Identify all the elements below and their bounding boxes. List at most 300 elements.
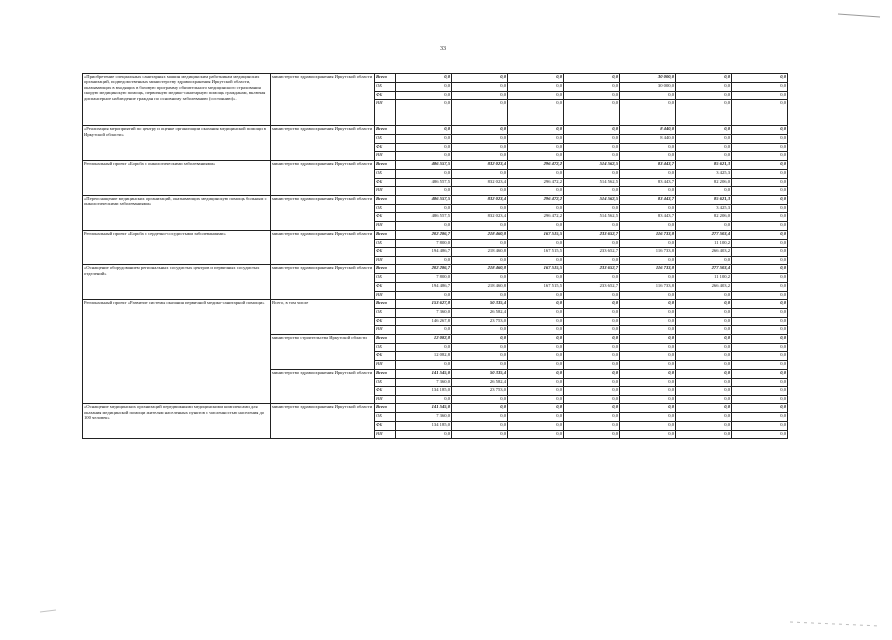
amount-cell: 0,0: [564, 430, 620, 439]
amount-cell: 0,0: [508, 430, 564, 439]
amount-cell: 296 472,2: [508, 160, 564, 169]
amount-cell: 0,0: [732, 195, 788, 204]
table-row-total: [83, 230, 788, 239]
amount-cell: 0,0: [508, 369, 564, 378]
funding-source-label: ФБ: [375, 282, 396, 291]
amount-cell: 0,0: [676, 135, 732, 144]
amount-cell: 0,0: [676, 334, 732, 343]
measure-name: «Приобретение специальных санитарных машин медицинским работникам медицинских организаций, подведомственных министерству здравоохранения Иркутской области, оказывающих в входящих в базовую программу обязательного медицинского страхования скорую медицинскую помощь, первичную медико-санитарную помощь гражданам, включая диспансерное наблюдение граждан по основному заболеванию (состоянию)».: [83, 74, 271, 126]
executor: министерство здравоохранения Иркутской области: [271, 160, 375, 195]
funding-source-label: ОБ: [375, 83, 396, 92]
amount-cell: 0,0: [452, 239, 508, 248]
funding-source-label: НИ: [375, 326, 396, 335]
amount-cell: 277 503,4: [676, 230, 732, 239]
funding-source-label: ОБ: [375, 378, 396, 387]
funding-source-label: ФБ: [375, 317, 396, 326]
amount-cell: 0,0: [732, 74, 788, 83]
amount-cell: 0,0: [508, 334, 564, 343]
amount-cell: 0,0: [564, 221, 620, 230]
executor: Всего, в том числе: [271, 300, 375, 335]
amount-cell: 8 440,0: [620, 126, 676, 135]
amount-cell: 0,0: [452, 143, 508, 152]
amount-cell: 0,0: [452, 187, 508, 196]
amount-cell: 0,0: [452, 256, 508, 265]
amount-cell: 0,0: [676, 352, 732, 361]
amount-cell: 0,0: [508, 326, 564, 335]
amount-cell: 0,0: [620, 291, 676, 300]
amount-cell: 0,0: [732, 361, 788, 370]
amount-cell: 12 082,8: [396, 334, 452, 343]
amount-cell: 7 360,0: [396, 413, 452, 422]
amount-cell: 23 753,0: [452, 387, 508, 396]
amount-cell: 82 206,0: [676, 178, 732, 187]
executor: министерство здравоохранения Иркутской области: [271, 230, 375, 265]
measure-name: «Оснащение оборудованием региональных сосудистых центров и первичных сосудистых отделений»: [83, 265, 271, 300]
amount-cell: 0,0: [732, 213, 788, 222]
amount-cell: 0,0: [732, 334, 788, 343]
amount-cell: 7 360,0: [396, 309, 452, 318]
amount-cell: 832 023,4: [452, 213, 508, 222]
measure-name: Региональный проект «Борьба с онкологическими заболеваниями»: [83, 160, 271, 195]
amount-cell: 0,0: [564, 152, 620, 161]
amount-cell: 0,0: [732, 265, 788, 274]
amount-cell: 296 472,2: [508, 213, 564, 222]
page-number: 33: [440, 46, 446, 52]
amount-cell: 0,0: [508, 169, 564, 178]
amount-cell: 0,0: [620, 187, 676, 196]
amount-cell: 0,0: [396, 135, 452, 144]
amount-cell: 0,0: [676, 83, 732, 92]
amount-cell: 0,0: [676, 152, 732, 161]
amount-cell: 0,0: [620, 395, 676, 404]
amount-cell: 202 286,7: [396, 230, 452, 239]
amount-cell: 0,0: [564, 204, 620, 213]
amount-cell: 0,0: [676, 395, 732, 404]
funding-source-label: НИ: [375, 291, 396, 300]
amount-cell: 0,0: [676, 369, 732, 378]
amount-cell: 0,0: [564, 361, 620, 370]
table-row-total: [83, 404, 788, 413]
amount-cell: 0,0: [732, 404, 788, 413]
amount-cell: 0,0: [564, 300, 620, 309]
amount-cell: 0,0: [620, 221, 676, 230]
amount-cell: 0,0: [396, 152, 452, 161]
amount-cell: 0,0: [732, 178, 788, 187]
funding-source-label: ОБ: [375, 204, 396, 213]
amount-cell: 0,0: [676, 187, 732, 196]
funding-source-label: Всего: [375, 404, 396, 413]
amount-cell: 0,0: [676, 343, 732, 352]
amount-cell: 0,0: [620, 169, 676, 178]
amount-cell: 167 515,5: [508, 282, 564, 291]
amount-cell: 134 185,0: [396, 422, 452, 431]
amount-cell: 0,0: [564, 317, 620, 326]
amount-cell: 0,0: [732, 126, 788, 135]
executor: министерство здравоохранения Иркутской области: [271, 369, 375, 404]
funding-source-label: ОБ: [375, 169, 396, 178]
amount-cell: 218 460,8: [452, 282, 508, 291]
amount-cell: 0,0: [396, 343, 452, 352]
amount-cell: 83 443,7: [620, 160, 676, 169]
funding-source-label: Всего: [375, 160, 396, 169]
executor: министерство здравоохранения Иркутской области: [271, 126, 375, 161]
amount-cell: 0,0: [564, 413, 620, 422]
funding-source-label: ФБ: [375, 352, 396, 361]
amount-cell: 167 515,5: [508, 265, 564, 274]
amount-cell: 0,0: [620, 334, 676, 343]
amount-cell: 0,0: [508, 221, 564, 230]
amount-cell: 194 486,7: [396, 248, 452, 257]
amount-cell: 0,0: [732, 422, 788, 431]
amount-cell: 83 443,7: [620, 213, 676, 222]
amount-cell: 50 335,4: [452, 300, 508, 309]
funding-source-label: ОБ: [375, 309, 396, 318]
amount-cell: 116 733,8: [620, 282, 676, 291]
amount-cell: 0,0: [452, 343, 508, 352]
amount-cell: 0,0: [732, 352, 788, 361]
amount-cell: 23 753,0: [452, 317, 508, 326]
funding-source-label: Всего: [375, 300, 396, 309]
amount-cell: 0,0: [452, 204, 508, 213]
amount-cell: 0,0: [508, 135, 564, 144]
amount-cell: 0,0: [508, 152, 564, 161]
amount-cell: 296 472,2: [508, 178, 564, 187]
amount-cell: 0,0: [732, 100, 788, 126]
measure-name: «Переоснащение медицинских организаций, оказывающих медицинскую помощь больным с онкологическими заболеваниями»: [83, 195, 271, 230]
amount-cell: 0,0: [508, 387, 564, 396]
funding-source-label: ОБ: [375, 413, 396, 422]
amount-cell: 0,0: [732, 309, 788, 318]
amount-cell: 153 627,8: [396, 300, 452, 309]
amount-cell: 0,0: [564, 83, 620, 92]
amount-cell: 0,0: [396, 204, 452, 213]
amount-cell: 486 557,5: [396, 178, 452, 187]
funding-source-label: НИ: [375, 256, 396, 265]
amount-cell: 832 023,4: [452, 195, 508, 204]
funding-source-label: Всего: [375, 265, 396, 274]
funding-source-label: ФБ: [375, 213, 396, 222]
amount-cell: 0,0: [676, 413, 732, 422]
amount-cell: 0,0: [732, 230, 788, 239]
amount-cell: 0,0: [620, 309, 676, 318]
amount-cell: 0,0: [676, 404, 732, 413]
table-row-total: [83, 300, 788, 309]
amount-cell: 0,0: [452, 221, 508, 230]
funding-source-label: ОБ: [375, 135, 396, 144]
amount-cell: 0,0: [396, 326, 452, 335]
amount-cell: 0,0: [396, 169, 452, 178]
amount-cell: 0,0: [676, 143, 732, 152]
amount-cell: 0,0: [564, 239, 620, 248]
amount-cell: 0,0: [676, 387, 732, 396]
amount-cell: 0,0: [732, 413, 788, 422]
amount-cell: 0,0: [452, 395, 508, 404]
amount-cell: 0,0: [732, 204, 788, 213]
amount-cell: 0,0: [396, 100, 452, 126]
measure-name: [83, 334, 271, 369]
amount-cell: 167 515,5: [508, 248, 564, 257]
amount-cell: 266 403,2: [676, 282, 732, 291]
amount-cell: 0,0: [564, 343, 620, 352]
amount-cell: 0,0: [396, 187, 452, 196]
amount-cell: 0,0: [732, 248, 788, 257]
amount-cell: 0,0: [732, 369, 788, 378]
amount-cell: 0,0: [732, 343, 788, 352]
amount-cell: 0,0: [508, 100, 564, 126]
amount-cell: 486 557,5: [396, 160, 452, 169]
funding-source-label: НИ: [375, 152, 396, 161]
amount-cell: 0,0: [676, 422, 732, 431]
executor: министерство здравоохранения Иркутской области: [271, 195, 375, 230]
amount-cell: 0,0: [620, 143, 676, 152]
amount-cell: 0,0: [620, 378, 676, 387]
table-row-total: [83, 74, 788, 83]
amount-cell: 296 472,2: [508, 195, 564, 204]
amount-cell: 0,0: [732, 239, 788, 248]
amount-cell: 0,0: [508, 291, 564, 300]
funding-source-label: Всего: [375, 195, 396, 204]
amount-cell: 83 443,7: [620, 195, 676, 204]
amount-cell: 26 582,4: [452, 309, 508, 318]
amount-cell: 141 545,0: [396, 404, 452, 413]
amount-cell: 0,0: [676, 378, 732, 387]
funding-source-label: НИ: [375, 395, 396, 404]
amount-cell: 0,0: [508, 317, 564, 326]
amount-cell: 0,0: [564, 91, 620, 100]
amount-cell: 0,0: [452, 334, 508, 343]
amount-cell: 486 557,5: [396, 213, 452, 222]
amount-cell: 233 652,7: [564, 282, 620, 291]
amount-cell: 0,0: [452, 361, 508, 370]
amount-cell: 141 545,0: [396, 369, 452, 378]
amount-cell: 8 440,0: [620, 135, 676, 144]
amount-cell: 0,0: [508, 204, 564, 213]
measure-name: Региональный проект «Развитие системы оказания первичной медико-санитарной помощи»: [83, 300, 271, 335]
amount-cell: 0,0: [452, 100, 508, 126]
amount-cell: 832 023,4: [452, 160, 508, 169]
amount-cell: 0,0: [732, 378, 788, 387]
amount-cell: 233 652,7: [564, 248, 620, 257]
amount-cell: 0,0: [508, 343, 564, 352]
amount-cell: 26 582,4: [452, 378, 508, 387]
amount-cell: 0,0: [732, 387, 788, 396]
amount-cell: 514 562,5: [564, 213, 620, 222]
amount-cell: 0,0: [620, 317, 676, 326]
amount-cell: 0,0: [452, 274, 508, 283]
amount-cell: 0,0: [396, 143, 452, 152]
amount-cell: 0,0: [564, 378, 620, 387]
amount-cell: 0,0: [732, 169, 788, 178]
amount-cell: 0,0: [732, 152, 788, 161]
amount-cell: 11 100,2: [676, 239, 732, 248]
amount-cell: 0,0: [620, 369, 676, 378]
amount-cell: 0,0: [620, 300, 676, 309]
amount-cell: 0,0: [732, 256, 788, 265]
amount-cell: 0,0: [620, 274, 676, 283]
funding-source-label: НИ: [375, 430, 396, 439]
measure-name: «Оснащение медицинских организаций передвижными медицинскими комплексами для оказания медицинской помощи жителям населенных пунктов с численностью населения до 100 человек»: [83, 404, 271, 439]
amount-cell: 0,0: [676, 361, 732, 370]
amount-cell: 514 562,5: [564, 195, 620, 204]
amount-cell: 12 082,8: [396, 352, 452, 361]
amount-cell: 0,0: [732, 160, 788, 169]
amount-cell: 0,0: [396, 361, 452, 370]
amount-cell: 116 733,8: [620, 265, 676, 274]
amount-cell: 0,0: [452, 126, 508, 135]
amount-cell: 0,0: [620, 404, 676, 413]
amount-cell: 3 425,3: [676, 204, 732, 213]
amount-cell: 0,0: [676, 74, 732, 83]
amount-cell: 0,0: [676, 300, 732, 309]
funding-source-label: ОБ: [375, 274, 396, 283]
amount-cell: 0,0: [396, 291, 452, 300]
amount-cell: 0,0: [564, 404, 620, 413]
amount-cell: 7 800,0: [396, 239, 452, 248]
amount-cell: 0,0: [732, 135, 788, 144]
amount-cell: 0,0: [620, 204, 676, 213]
amount-cell: 233 652,7: [564, 230, 620, 239]
amount-cell: 0,0: [564, 100, 620, 126]
amount-cell: 0,0: [508, 413, 564, 422]
amount-cell: 277 503,4: [676, 265, 732, 274]
amount-cell: 0,0: [732, 317, 788, 326]
amount-cell: 0,0: [732, 187, 788, 196]
funding-source-label: ОБ: [375, 343, 396, 352]
funding-source-label: Всего: [375, 74, 396, 83]
amount-cell: 218 460,8: [452, 248, 508, 257]
amount-cell: 30 000,0: [620, 83, 676, 92]
amount-cell: 0,0: [732, 221, 788, 230]
amount-cell: 116 733,8: [620, 230, 676, 239]
amount-cell: 0,0: [732, 282, 788, 291]
amount-cell: 0,0: [676, 221, 732, 230]
amount-cell: 0,0: [676, 126, 732, 135]
funding-source-label: НИ: [375, 100, 396, 126]
amount-cell: 134 185,0: [396, 387, 452, 396]
amount-cell: 0,0: [620, 352, 676, 361]
table-row-total: [83, 369, 788, 378]
funding-source-label: Всего: [375, 334, 396, 343]
funding-source-label: НИ: [375, 361, 396, 370]
amount-cell: 0,0: [676, 326, 732, 335]
amount-cell: 0,0: [564, 369, 620, 378]
amount-cell: 266 403,2: [676, 248, 732, 257]
amount-cell: 0,0: [732, 91, 788, 100]
amount-cell: 0,0: [564, 334, 620, 343]
amount-cell: 0,0: [452, 291, 508, 300]
funding-source-label: ФБ: [375, 143, 396, 152]
amount-cell: 0,0: [676, 430, 732, 439]
amount-cell: 832 023,4: [452, 178, 508, 187]
amount-cell: 7 800,0: [396, 274, 452, 283]
amount-cell: 0,0: [508, 309, 564, 318]
amount-cell: 0,0: [676, 91, 732, 100]
amount-cell: 0,0: [620, 326, 676, 335]
funding-source-label: ФБ: [375, 248, 396, 257]
amount-cell: 0,0: [564, 395, 620, 404]
amount-cell: 0,0: [452, 404, 508, 413]
amount-cell: 0,0: [564, 126, 620, 135]
amount-cell: 0,0: [732, 83, 788, 92]
funding-source-label: Всего: [375, 230, 396, 239]
amount-cell: 85 621,3: [676, 195, 732, 204]
amount-cell: 514 562,5: [564, 178, 620, 187]
amount-cell: 0,0: [508, 300, 564, 309]
amount-cell: 146 267,8: [396, 317, 452, 326]
amount-cell: 0,0: [508, 352, 564, 361]
amount-cell: 0,0: [732, 430, 788, 439]
funding-source-label: Всего: [375, 126, 396, 135]
amount-cell: 233 652,7: [564, 265, 620, 274]
amount-cell: 0,0: [396, 256, 452, 265]
amount-cell: 0,0: [452, 152, 508, 161]
amount-cell: 0,0: [620, 361, 676, 370]
amount-cell: 0,0: [452, 169, 508, 178]
amount-cell: 167 515,5: [508, 230, 564, 239]
amount-cell: 116 733,8: [620, 248, 676, 257]
amount-cell: 0,0: [564, 135, 620, 144]
executor: министерство здравоохранения Иркутской области: [271, 74, 375, 126]
amount-cell: 0,0: [564, 291, 620, 300]
funding-source-label: ФБ: [375, 178, 396, 187]
amount-cell: 0,0: [564, 326, 620, 335]
measure-name: Региональный проект «Борьба с сердечно-сосудистыми заболеваниями»: [83, 230, 271, 265]
amount-cell: 194 486,7: [396, 282, 452, 291]
amount-cell: 0,0: [396, 430, 452, 439]
amount-cell: 0,0: [620, 413, 676, 422]
amount-cell: 0,0: [620, 256, 676, 265]
table-row-total: [83, 334, 788, 343]
measure-name: «Реализация мероприятий по центру и оценке организации оказания медицинской помощи в Иркутской области»: [83, 126, 271, 161]
amount-cell: 0,0: [508, 404, 564, 413]
table-row-total: [83, 195, 788, 204]
amount-cell: 11 100,2: [676, 274, 732, 283]
amount-cell: 0,0: [508, 395, 564, 404]
amount-cell: 0,0: [452, 352, 508, 361]
amount-cell: 0,0: [564, 387, 620, 396]
amount-cell: 0,0: [564, 187, 620, 196]
amount-cell: 0,0: [452, 135, 508, 144]
amount-cell: 0,0: [732, 291, 788, 300]
table-row-total: [83, 126, 788, 135]
amount-cell: 0,0: [508, 256, 564, 265]
executor: министерство здравоохранения Иркутской области: [271, 404, 375, 439]
amount-cell: 486 557,5: [396, 195, 452, 204]
amount-cell: 0,0: [620, 343, 676, 352]
amount-cell: 0,0: [508, 422, 564, 431]
amount-cell: 0,0: [676, 256, 732, 265]
amount-cell: 0,0: [564, 74, 620, 83]
funding-source-label: ФБ: [375, 91, 396, 100]
amount-cell: 0,0: [508, 74, 564, 83]
amount-cell: 202 286,7: [396, 265, 452, 274]
amount-cell: 0,0: [452, 326, 508, 335]
amount-cell: 0,0: [508, 143, 564, 152]
amount-cell: 0,0: [676, 317, 732, 326]
amount-cell: 0,0: [564, 256, 620, 265]
amount-cell: 0,0: [508, 274, 564, 283]
executor: министерство здравоохранения Иркутской области: [271, 265, 375, 300]
amount-cell: 82 206,0: [676, 213, 732, 222]
measure-name: [83, 369, 271, 404]
amount-cell: 218 460,8: [452, 265, 508, 274]
amount-cell: 0,0: [732, 326, 788, 335]
amount-cell: 30 000,0: [620, 74, 676, 83]
amount-cell: 0,0: [396, 221, 452, 230]
amount-cell: 3 425,3: [676, 169, 732, 178]
amount-cell: 0,0: [732, 395, 788, 404]
amount-cell: 0,0: [396, 83, 452, 92]
